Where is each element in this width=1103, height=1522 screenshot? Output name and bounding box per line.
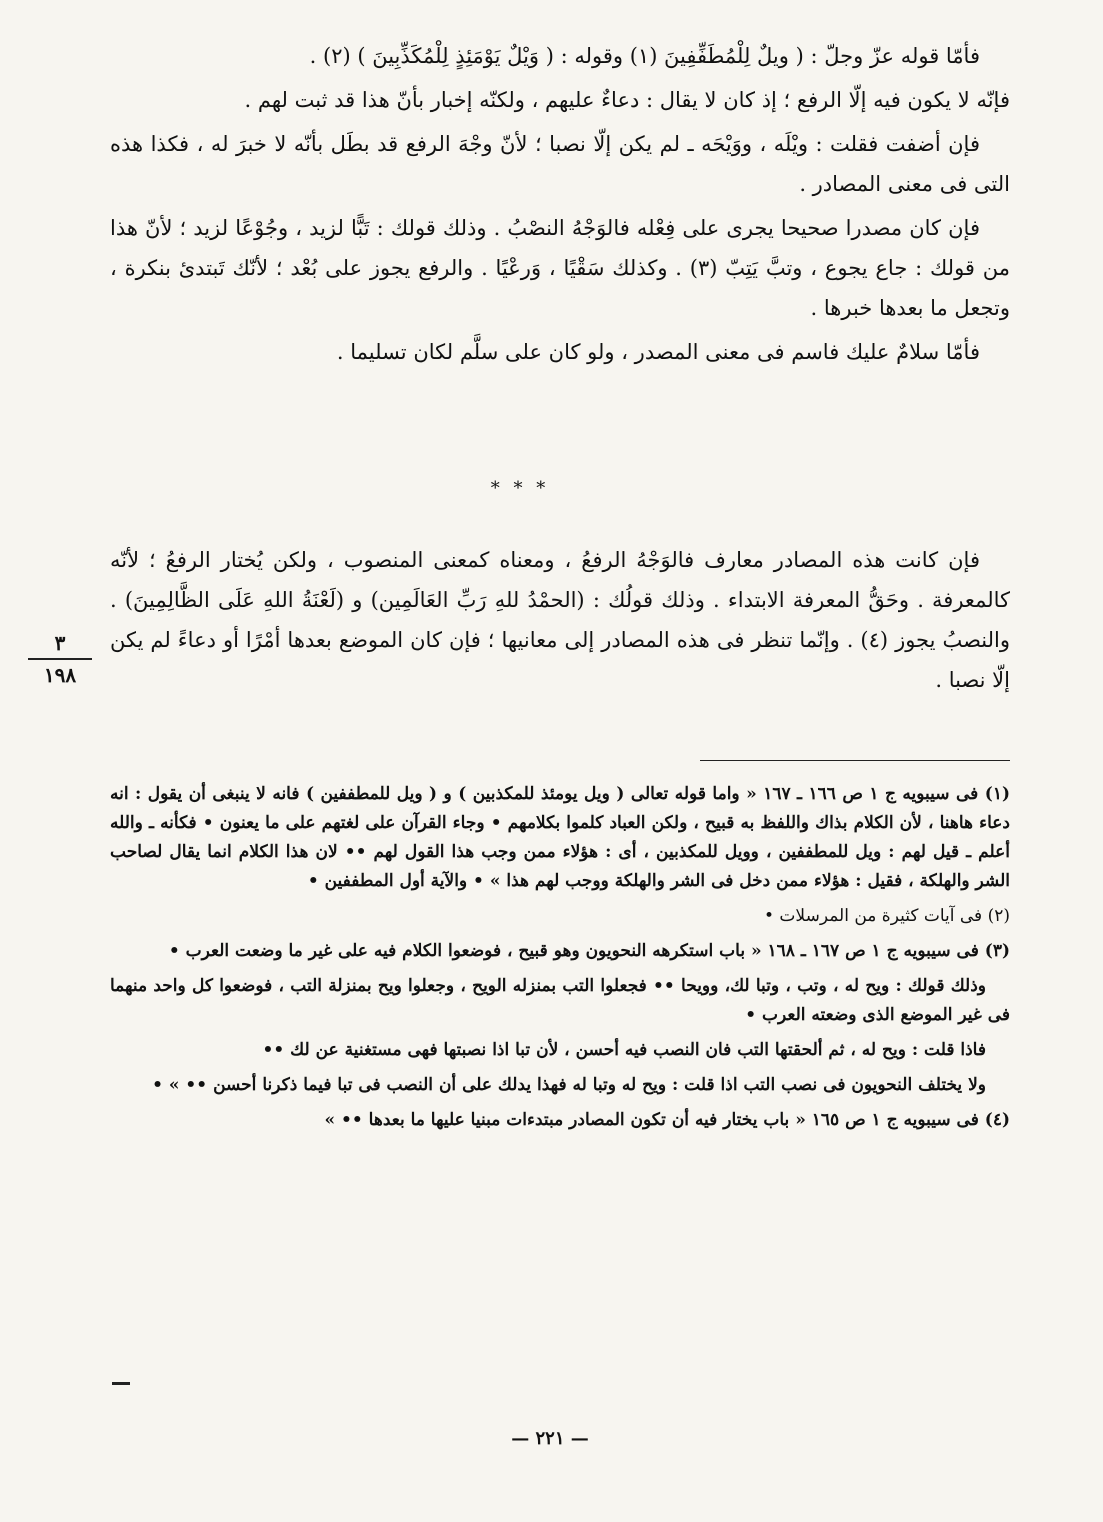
paragraph-2: فإنّه لا يكون فيه إلّا الرفع ؛ إذ كان لا يقال : دعاءٌ عليهم ، ولكنّه إخبار بأنّ هذا قد ثبت لهم . — [244, 88, 1010, 112]
section-divider: * * * — [490, 478, 550, 499]
main-text — [110, 36, 1010, 376]
footnote-3: (٣) فى سيبويه ج ١ ص ١٦٧ ـ ١٦٨ « باب استكرهه النحويون وهو قبيح ، فوضعوا الكلام فيه على غير ما وضعت العرب • — [168, 941, 1010, 961]
footnote-1: (١) فى سيبويه ج ١ ص ١٦٦ ـ ١٦٧ « واما قوله تعالى ( ويل يومئذ للمكذبين ) و ( ويل للمطففين ) فانه لا ينبغى أن يقول : انه دعاء هاهنا ، لأن الكلام بذاك واللفظ به قبيح ، ولكن العباد كلموا بكلامهم • وجاء القرآن على لغتهم على ما يعنون • فكأنه ـ والله أعلم ـ قيل لهم : ويل للمطففين ، وويل للمكذبين ، أى : هؤلاء ممن وجب هذا القول لهم •• لان هذا الكلام انما يقال لصاحب الشر والهلكة ، فقيل : هؤلاء ممن دخل فى الشر والهلكة ووجب لهم هذا » • والآية أول المطففين • — [110, 784, 1011, 891]
section-two-text — [110, 540, 1010, 700]
paragraph-1: فأمّا قوله عزّ وجلّ : ( ويلٌ لِلْمُطَفِّفِينَ (١) وقوله : ( وَيْلٌ يَوْمَئِذٍ لِلْمُكَذِّبِينَ ) (٢) . — [309, 44, 980, 68]
paragraph-5: فأمّا سلامٌ عليك فاسم فى معنى المصدر ، ولو كان على سلَّم لكان تسليما . — [336, 340, 980, 364]
margin-reference — [28, 630, 92, 688]
margin-reference-top: ٣ — [54, 631, 66, 655]
footnote-4: (٤) فى سيبويه ج ١ ص ١٦٥ « باب يختار فيه أن تكون المصادر مبتدءات مبنيا عليها ما بعدها •• » — [324, 1110, 1010, 1130]
paragraph-4: فإن كان مصدرا صحيحا يجرى على فِعْله فالوَجْهُ النصْبُ . وذلك قولك : تَبًّا لزيد ، وجُوْعًا لزيد ؛ لأنّ هذا من قولك : جاع يجوع ، وتبَّ يَتِبّ (٣) . وكذلك سَقْيًا ، وَرعْيًا . والرفع يجوز على بُعْد ؛ لأنّك تَبتدئ بنكرة ، وتجعل ما بعدها خبرها . — [110, 216, 1010, 320]
margin-reference-bottom: ١٩٨ — [43, 663, 77, 687]
footnote-3-continued-c: ولا يختلف النحويون فى نصب التب اذا قلت : ويح له وتبا له فهذا يدلك على أن النصب فى تبا فيما ذكرنا أحسن •• » • — [152, 1075, 986, 1095]
footnote-2: (٢) فى آيات كثيرة من المرسلات • — [764, 906, 1010, 926]
paragraph-6: فإن كانت هذه المصادر معارف فالوَجْهُ الرفعُ ، ومعناه كمعنى المنصوب ، ولكن يُختار الرفعُ ؛ لأنّه كالمعرفة . وحَقُّ المعرفة الابتداء . وذلك قولُك : (الحمْدُ للهِ رَبِّ العَالَمِين) و (لَعْنَةُ اللهِ عَلَى الظَّالِمِينَ) . والنصبُ يجوز (٤) . وإنّما تنظر فى هذه المصادر إلى معانيها ؛ فإن كان الموضع بعدها أمْرًا أو دعاءً لم يكن إلّا نصبا . — [110, 548, 1010, 692]
footnote-separator — [700, 760, 1010, 761]
footnotes — [110, 780, 1010, 1141]
footnote-3-continued-b: فاذا قلت : ويح له ، ثم ألحقتها التب فان النصب فيه أحسن ، لأن تبا اذا نصبتها فهى مستغنية عن لك •• — [262, 1040, 986, 1060]
margin-reference-bar — [28, 658, 92, 660]
footnote-end-mark — [112, 1382, 130, 1385]
paragraph-3: فإن أضفت فقلت : ويْلَه ، ووَيْحَه ـ لم يكن إلّا نصبا ؛ لأنّ وجْهَ الرفع قد بطَل بأنّه لا خبرَ له ، فكذا هذه التى فى معنى المصادر . — [110, 132, 1010, 196]
page-number: — ٢٢١ — — [511, 1428, 589, 1449]
footnote-3-continued-a: وذلك قولك : ويح له ، وتب ، وتبا لك، وويحا •• فجعلوا التب بمنزله الويح ، وجعلوا ويح بمنزلة التب ، فوضعوا كل واحد منهما فى غير الموضع الذى وضعته العرب • — [110, 976, 1010, 1025]
